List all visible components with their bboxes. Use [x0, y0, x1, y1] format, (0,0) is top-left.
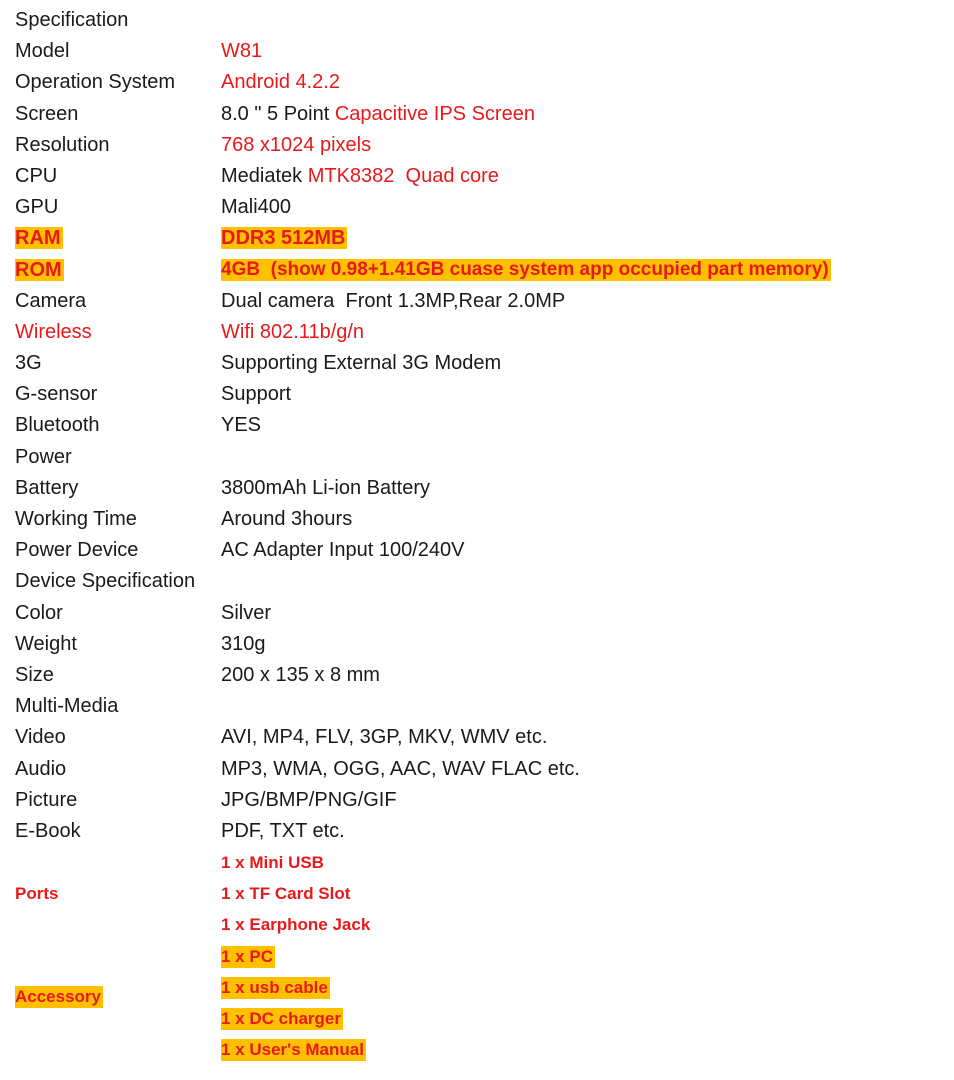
ports-item: 1 x Earphone Jack: [221, 915, 371, 935]
spec-row-picture: [15, 785, 945, 816]
spec-value: YES: [221, 414, 262, 437]
accessory-item-row: [15, 941, 945, 972]
spec-row-cpu: [15, 161, 945, 192]
spec-value: 3800mAh Li-ion Battery: [221, 476, 431, 499]
spec-label: Specification: [15, 9, 129, 31]
spec-label: CPU: [15, 164, 58, 187]
accessory-item-row: [15, 972, 945, 1003]
accessory-item-row: [15, 1003, 945, 1034]
spec-label: E-Book: [15, 819, 81, 842]
spec-table: [15, 5, 945, 1065]
spec-value: MP3, WMA, OGG, AAC, WAV FLAC etc.: [221, 757, 580, 780]
spec-label: Color: [15, 601, 63, 624]
spec-row-weight: [15, 629, 945, 660]
spec-row-size: [15, 660, 945, 691]
spec-row-multi-media: [15, 691, 945, 722]
accessory-label: Accessory: [15, 987, 102, 1006]
spec-value: JPG/BMP/PNG/GIF: [221, 788, 397, 811]
spec-label: Model: [15, 40, 70, 63]
spec-label: Power: [15, 445, 72, 468]
spec-value-plain: Mediatek: [221, 164, 308, 187]
spec-label: Camera: [15, 289, 87, 312]
ports-label: Ports: [15, 884, 59, 904]
spec-value-plain: 8.0 " 5 Point: [221, 102, 335, 125]
spec-value: Wifi 802.11b/g/n: [221, 320, 365, 343]
spec-label: G-sensor: [15, 383, 98, 406]
spec-value: 4GB (show 0.98+1.41GB cuase system app occupied part memory): [221, 258, 829, 280]
spec-label: Device Specification: [15, 570, 196, 593]
spec-value: 200 x 135 x 8 mm: [221, 663, 380, 686]
spec-row-battery: [15, 473, 945, 504]
spec-row-ram: [15, 223, 945, 254]
spec-label: GPU: [15, 196, 59, 219]
spec-row-power: [15, 442, 945, 473]
accessory-item: 1 x DC charger: [221, 1009, 341, 1028]
accessory-item: 1 x usb cable: [221, 977, 328, 997]
ports-item-row: [15, 878, 945, 909]
spec-value-red: Capacitive IPS Screen: [334, 102, 535, 125]
spec-row-color: [15, 598, 945, 629]
accessory-item: 1 x PC: [221, 946, 273, 966]
spec-label: Screen: [15, 102, 79, 125]
spec-value: PDF, TXT etc.: [221, 819, 345, 842]
spec-row-audio: [15, 754, 945, 785]
spec-row-resolution: [15, 130, 945, 161]
spec-value: [221, 99, 535, 130]
spec-row-model: [15, 36, 945, 67]
spec-label: Battery: [15, 476, 79, 499]
accessory-item: 1 x User's Manual: [221, 1040, 364, 1060]
spec-label: Resolution: [15, 133, 110, 156]
spec-label: Operation System: [15, 71, 176, 94]
spec-value: AVI, MP4, FLV, 3GP, MKV, WMV etc.: [221, 726, 548, 749]
spec-value: W81: [221, 40, 263, 63]
spec-label: 3G: [15, 352, 42, 375]
spec-row-power-device: [15, 535, 945, 566]
spec-row-specification: [15, 5, 945, 36]
spec-value: DDR3 512MB: [221, 227, 346, 250]
ports-item: 1 x Mini USB: [221, 853, 324, 873]
spec-label: Working Time: [15, 508, 137, 530]
spec-value: Around 3hours: [221, 508, 353, 530]
spec-label: Picture: [15, 788, 78, 811]
spec-label: Power Device: [15, 539, 139, 562]
spec-value: 310g: [221, 632, 266, 655]
spec-label: Video: [15, 726, 66, 749]
spec-label: Wireless: [15, 320, 92, 343]
spec-row-video: [15, 722, 945, 753]
spec-label: ROM: [15, 258, 62, 281]
spec-row-working-time: [15, 504, 945, 535]
accessory-item-row: [15, 1034, 945, 1065]
spec-value: AC Adapter Input 100/240V: [221, 539, 465, 562]
spec-row-bluetooth: [15, 410, 945, 441]
spec-value: Mali400: [221, 196, 292, 219]
spec-row-gpu: [15, 192, 945, 223]
spec-value: Android 4.2.2: [221, 71, 340, 94]
spec-label: Multi-Media: [15, 695, 119, 718]
spec-row-device-specification: [15, 566, 945, 597]
spec-value: Silver: [221, 601, 272, 624]
spec-value: 768 x1024 pixels: [221, 133, 372, 156]
ports-item-row: [15, 909, 945, 940]
ports-item-row: [15, 847, 945, 878]
spec-label: RAM: [15, 227, 61, 250]
spec-value: [221, 161, 499, 192]
spec-row-3g: [15, 348, 945, 379]
spec-row-g-sensor: [15, 379, 945, 410]
spec-label: Bluetooth: [15, 414, 100, 437]
spec-value-red: MTK8382 Quad core: [307, 164, 499, 187]
spec-label: Audio: [15, 757, 67, 780]
ports-item: 1 x TF Card Slot: [221, 884, 351, 904]
spec-label: Weight: [15, 632, 77, 655]
spec-value: Dual camera Front 1.3MP,Rear 2.0MP: [221, 289, 566, 312]
spec-row-rom: [15, 255, 945, 286]
spec-value: Support: [221, 383, 292, 406]
spec-row-screen: [15, 99, 945, 130]
spec-row-e-book: [15, 816, 945, 847]
spec-row-wireless: [15, 317, 945, 348]
spec-row-camera: [15, 286, 945, 317]
spec-value: Supporting External 3G Modem: [221, 352, 502, 375]
spec-label: Size: [15, 663, 54, 686]
spec-row-os: [15, 67, 945, 98]
